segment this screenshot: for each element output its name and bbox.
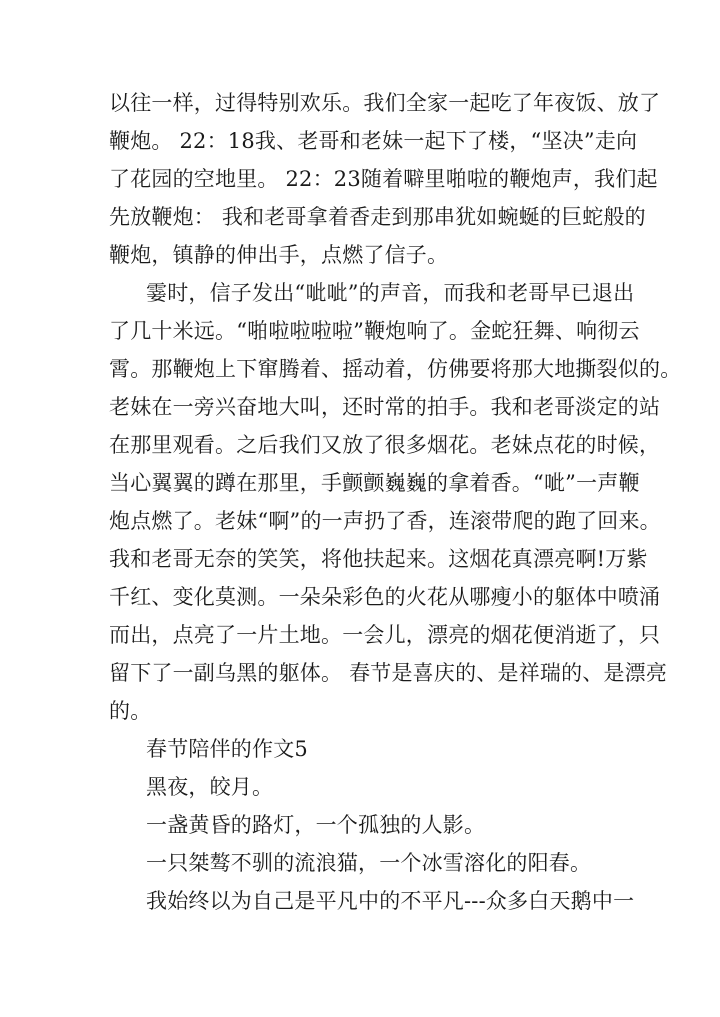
text-line: 先放鞭炮： 我和老哥拿着香走到那串犹如蜿蜒的巨蛇般的: [109, 205, 646, 229]
text-line: 千红、变化莫测。一朵朵彩色的火花从哪瘦小的躯体中喷涌: [109, 585, 661, 609]
text-line: 老妹在一旁兴奋地大叫，还时常的拍手。我和老哥淡定的站: [109, 395, 661, 419]
text-line: 我和老哥无奈的笑笑，将他扶起来。这烟花真漂亮啊!万紫: [109, 547, 648, 571]
text-line: 的。: [109, 699, 152, 723]
text-line-cat: 一只桀骜不驯的流浪猫，一个冰雪溶化的阳春。: [146, 851, 592, 875]
text-line: 炮点燃了。老妹“啊”的一声扔了香，连滚带爬的跑了回来。: [109, 509, 661, 533]
text-line: 留下了一副乌黑的躯体。 春节是喜庆的、是祥瑞的、是漂亮: [109, 661, 668, 685]
text-line: 在那里观看。之后我们又放了很多烟花。老妹点花的时候，: [109, 433, 661, 457]
text-line: 霄。那鞭炮上下窜腾着、摇动着，仿佛要将那大地撕裂似的。: [109, 357, 682, 381]
text-line: 霎时，信子发出“呲呲”的声音，而我和老哥早已退出: [146, 281, 635, 305]
text-line: 了几十米远。“啪啦啦啦啦”鞭炮响了。金蛇狂舞、响彻云: [109, 319, 640, 343]
text-line-lamp: 一盏黄昏的路灯，一个孤独的人影。: [146, 813, 486, 837]
text-line: 鞭炮。 22：18我、老哥和老妹一起下了楼，“坚决”走向: [109, 129, 638, 153]
text-line-night: 黑夜，皎月。: [146, 775, 274, 799]
document-body: [109, 84, 682, 920]
essay-heading: 春节陪伴的作文5: [146, 737, 308, 761]
text-line: 鞭炮，镇静的伸出手，点燃了信子。: [109, 243, 449, 267]
paragraph-firecrackers: [109, 274, 682, 730]
text-line-last: 我始终以为自己是平凡中的不平凡---众多白天鹅中一: [146, 889, 635, 913]
text-line: 了花园的空地里。 22：23随着噼里啪啦的鞭炮声，我们起: [109, 167, 658, 191]
text-line: 而出，点亮了一片土地。一会儿，漂亮的烟花便消逝了，只: [109, 623, 661, 647]
text-line: 以往一样，过得特别欢乐。我们全家一起吃了年夜饭、放了: [109, 91, 661, 115]
text-line: 当心翼翼的蹲在那里，手颤颤巍巍的拿着香。“呲”一声鞭: [109, 471, 640, 495]
paragraph-new-year-night: [109, 84, 661, 274]
